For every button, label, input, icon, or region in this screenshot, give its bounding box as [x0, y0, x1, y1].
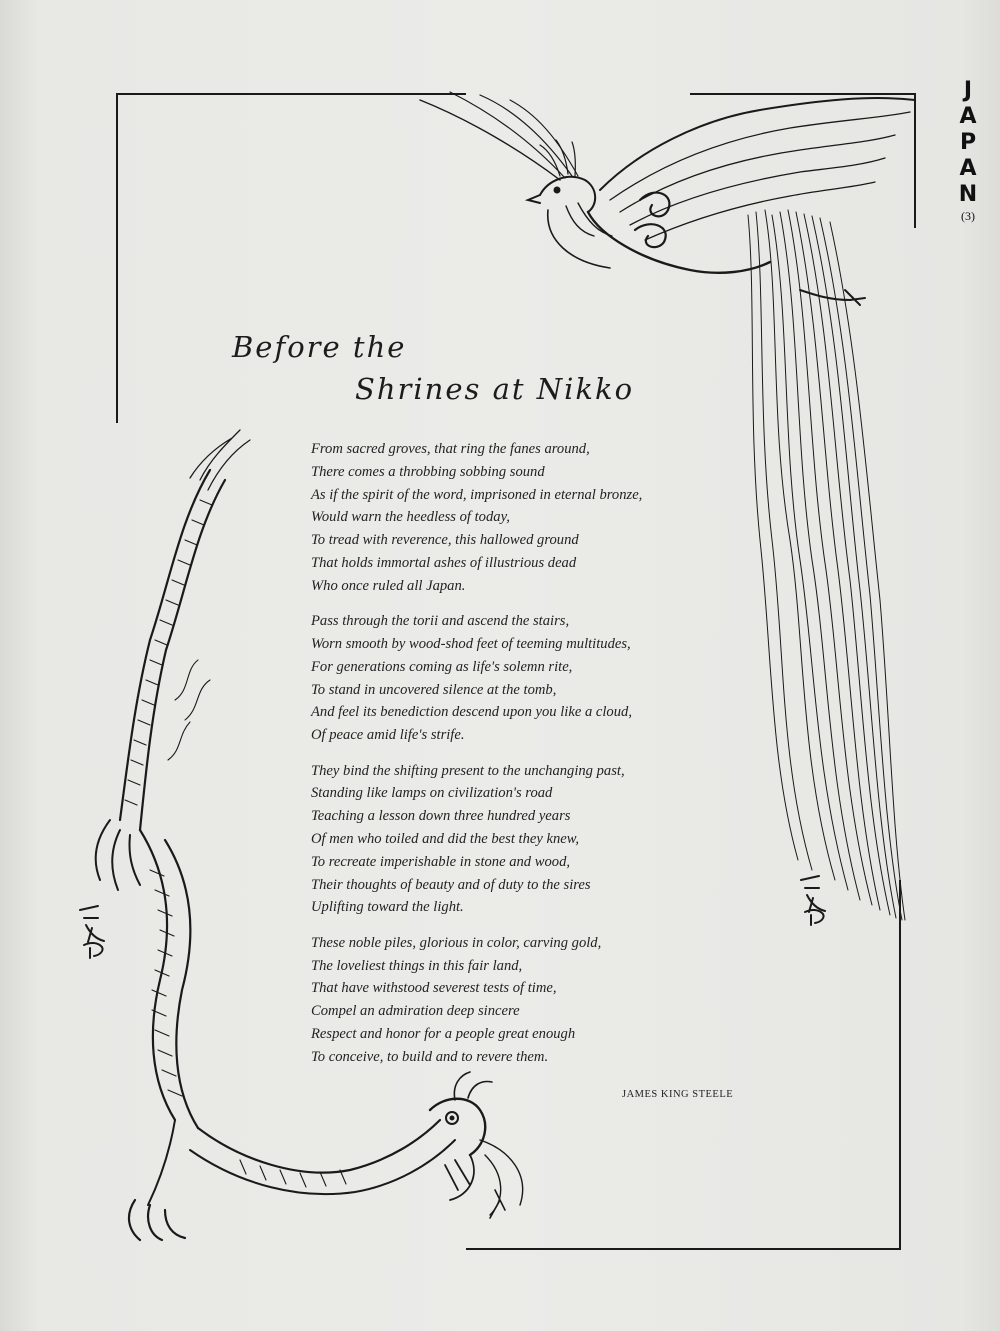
- poem-line: These noble piles, glorious in color, carving gold,: [311, 934, 602, 951]
- poem-stanza-4: [311, 932, 761, 1069]
- page-number: (3): [961, 209, 975, 223]
- poem-line: From sacred groves, that ring the fanes around,: [311, 441, 590, 457]
- poem-line: And feel its benediction descend upon you like a cloud,: [311, 704, 632, 721]
- poem-line: They bind the shifting present to the unchanging past,: [311, 762, 625, 779]
- poem-line: Teaching a lesson down three hundred years: [311, 808, 571, 825]
- poem-line: Of men who toiled and did the best they knew,: [311, 830, 580, 847]
- poem-line: Worn smooth by wood-shod feet of teeming multitudes,: [311, 635, 631, 652]
- poem-line: Standing like lamps on civilization's road: [311, 785, 553, 802]
- poem-line: Who once ruled all Japan.: [311, 577, 466, 594]
- poem-stanza-1: [311, 438, 761, 598]
- masthead-letter: A: [959, 156, 977, 181]
- masthead-letter: P: [959, 130, 977, 155]
- poem-line: To tread with reverence, this hallowed ground: [311, 532, 579, 549]
- poem-line: Their thoughts of beauty and of duty to the sires: [311, 876, 591, 893]
- masthead-letter: N: [958, 182, 978, 207]
- poem-line: There comes a throbbing sobbing sound: [311, 463, 545, 480]
- poem-line: That holds immortal ashes of illustrious dead: [311, 554, 577, 571]
- title-line-1: Before the: [232, 330, 407, 364]
- poem-line: To recreate imperishable in stone and wood,: [311, 853, 571, 870]
- poem-line: Would warn the heedless of today,: [311, 509, 510, 526]
- poem-line: The loveliest things in this fair land,: [311, 957, 523, 974]
- poem-stanza-3: [311, 760, 761, 920]
- author-name: JAMES KING STEELE: [622, 1089, 734, 1100]
- poem-line: That have withstood severest tests of time,: [311, 980, 557, 997]
- poem-line: Pass through the torii and ascend the stairs,: [311, 613, 570, 630]
- poem-line: To stand in uncovered silence at the tomb,: [311, 681, 557, 698]
- poem-body: [311, 438, 761, 1081]
- poem-line: For generations coming as life's solemn rite,: [311, 658, 573, 675]
- poem-line: Compel an admiration deep sincere: [311, 1003, 520, 1020]
- masthead-letter: J: [963, 78, 973, 103]
- poem-line: Of peace amid life's strife.: [311, 727, 465, 744]
- title-line-2: Shrines at Nikko: [355, 372, 635, 406]
- poem-line: As if the spirit of the word, imprisoned in eternal bronze,: [311, 486, 643, 503]
- masthead-letter: A: [959, 104, 977, 129]
- poem-line: Uplifting toward the light.: [311, 899, 464, 916]
- poem-line: Respect and honor for a people great enough: [311, 1025, 576, 1042]
- poem-line: To conceive, to build and to revere them.: [311, 1048, 549, 1065]
- poem-stanza-2: [311, 610, 761, 747]
